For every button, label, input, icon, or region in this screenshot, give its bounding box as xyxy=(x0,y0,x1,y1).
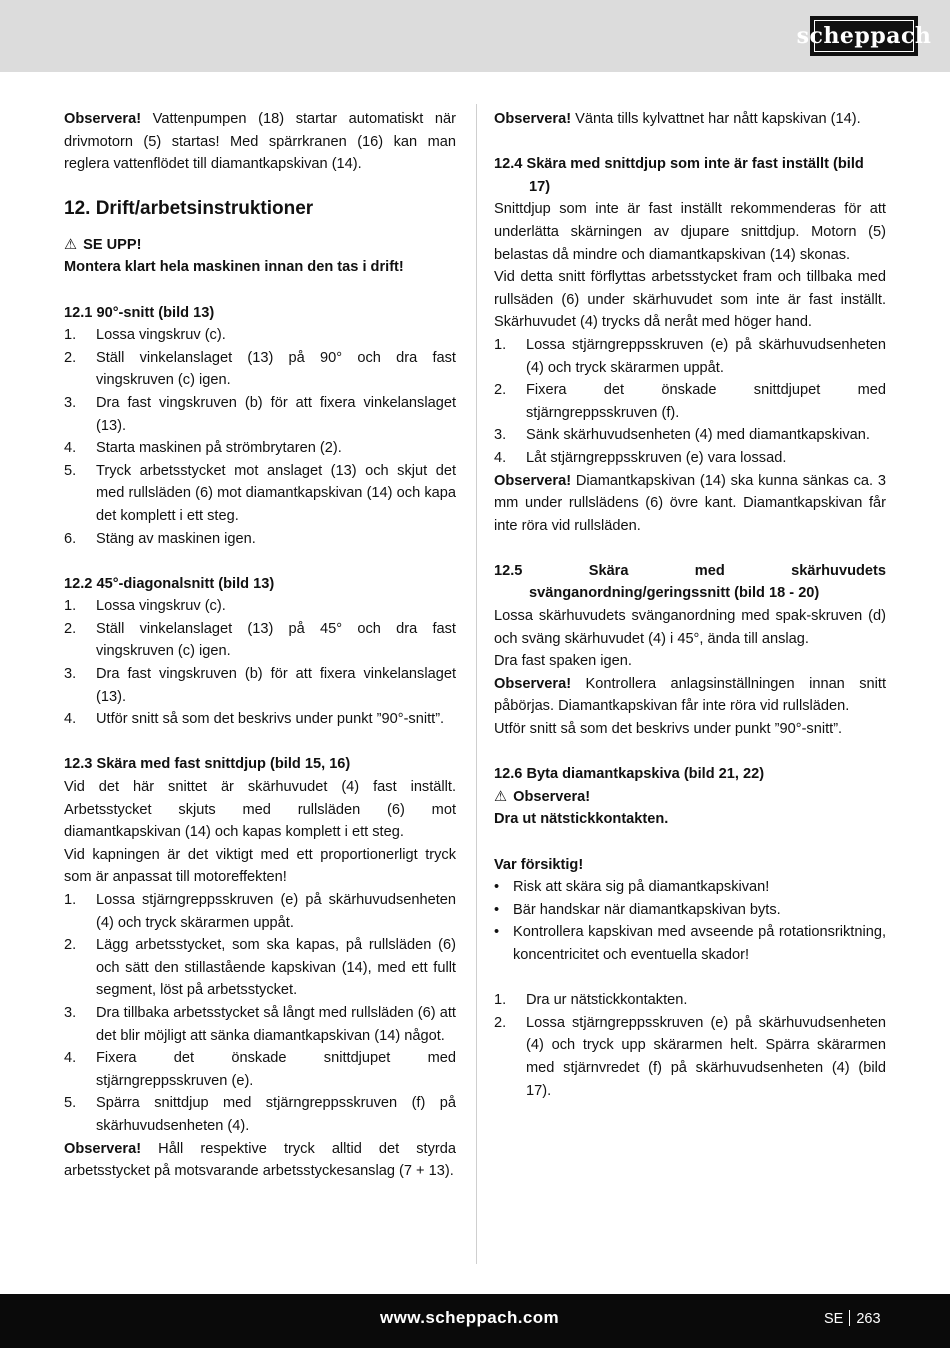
left-column xyxy=(64,108,456,1183)
list-item xyxy=(494,334,886,379)
item-text: Lägg arbetsstycket, som ska kapas, på rullsläden (6) och sätt den stillastående kapskivan (14), med ett fullt segment, löst på arbetsstycket. xyxy=(96,937,456,999)
section-heading: 12. Drift/arbetsinstruktioner xyxy=(64,197,314,219)
note-label: Observera! xyxy=(64,1140,142,1157)
item-number: 4. xyxy=(64,711,77,728)
list-item xyxy=(64,392,456,437)
paragraph: Utför snitt så som det beskrivs under punkt ”90°-snitt”. xyxy=(494,721,843,738)
item-text: Dra fast vingskruven (b) för att fixera vinkelanslaget (13). xyxy=(96,394,456,434)
warning-triangle-icon: ⚠ xyxy=(494,788,508,805)
list-item xyxy=(64,347,456,392)
list-item xyxy=(64,889,456,934)
item-number: 2. xyxy=(64,937,77,954)
brand-logo: scheppach xyxy=(810,16,918,56)
item-text: Bär handskar när diamantkapskivan byts. xyxy=(513,901,781,918)
list-item xyxy=(64,1047,456,1092)
subsection-title: 12.2 45°-diagonalsnitt (bild 13) xyxy=(64,575,275,592)
bullet-item xyxy=(494,899,886,922)
list-item xyxy=(64,437,456,460)
item-number: 2. xyxy=(64,349,77,366)
subsection-title: 12.1 90°-snitt (bild 13) xyxy=(64,304,215,321)
footer-bar xyxy=(0,1294,950,1348)
paragraph: Snittdjup som inte är fast inställt rekommenderas för att underlätta skärningen av djupare snittdjup. Motorn (5) belastas då mindre och diamantkapskivan (14) skonas. xyxy=(494,201,886,263)
note-label: Observera! xyxy=(64,111,142,127)
item-number: 1. xyxy=(494,992,507,1009)
warning-title xyxy=(494,786,886,809)
item-number: 2. xyxy=(64,620,77,637)
item-text: Fixera det önskade snittdjupet med stjärngreppsskruven (f). xyxy=(526,382,886,421)
item-number: 3. xyxy=(64,1004,77,1021)
warning-triangle-icon: ⚠ xyxy=(64,236,78,253)
list-item xyxy=(494,379,886,424)
item-number: 1. xyxy=(64,327,77,344)
item-text: Spärra snittdjup med stjärngreppsskruven (f) på skärhuvudsenheten (4). xyxy=(96,1095,456,1134)
item-text: Kontrollera kapskivan med avseende på rotationsriktning, koncentricitet och eventuella skador! xyxy=(513,924,886,963)
list-item xyxy=(64,595,456,618)
list-item xyxy=(64,1092,456,1137)
list-item xyxy=(64,934,456,1002)
item-text: Dra ur nätstickkontakten. xyxy=(526,992,688,1009)
item-number: 2. xyxy=(494,382,507,399)
item-text: Lossa vingskruv (c). xyxy=(96,598,226,615)
item-number: 4. xyxy=(64,440,77,457)
page-indicator xyxy=(824,1310,881,1327)
item-text: Låt stjärngreppsskruven (e) vara lossad. xyxy=(526,449,787,466)
item-text: Utför snitt så som det beskrivs under punkt ”90°-snitt”. xyxy=(96,711,445,728)
item-number: 1. xyxy=(64,892,77,908)
bullet-marker: • xyxy=(494,924,500,941)
subsection-title: 12.6 Byta diamantkapskiva (bild 21, 22) xyxy=(494,766,765,783)
item-number: 1. xyxy=(494,336,507,353)
caution-title: Var försiktig! xyxy=(494,856,584,873)
footer-url[interactable]: www.scheppach.com xyxy=(380,1308,560,1327)
item-number: 5. xyxy=(64,1095,77,1112)
page-number: 263 xyxy=(856,1311,881,1327)
warning-text: Dra ut nätstickkontakten. xyxy=(494,811,669,828)
note-label: Observera! xyxy=(494,111,572,127)
intro-note xyxy=(494,108,886,131)
warning-title-text: SE UPP! xyxy=(83,236,142,253)
warning-title-text: Observera! xyxy=(513,788,591,805)
warning-text: Montera klart hela maskinen innan den tas i drift! xyxy=(64,259,404,276)
paragraph: Lossa skärhuvudets svänganordning med spak-skruven (d) och sväng skärhuvudet (4) i 45°, ända till anslag. xyxy=(494,608,886,647)
paragraph: Vid kapningen är det viktigt med ett proportionerligt tryck som är anpassat till motoreffekten! xyxy=(64,846,456,886)
note-text: Diamantkapskivan (14) ska kunna sänkas ca. 3 mm under rullslädens (6) övre kant. Diamantkapskivan får inte röra vid rullsläden. xyxy=(494,472,886,534)
item-number: 6. xyxy=(64,530,77,547)
list-item xyxy=(64,528,456,551)
list-item xyxy=(494,1012,886,1102)
subsection-title: 12.4 Skära med snittdjup som inte är fast inställt (bild 17) xyxy=(494,156,864,195)
list-item xyxy=(64,460,456,528)
numbered-list xyxy=(494,989,886,1102)
intro-note xyxy=(64,108,456,176)
note-text: Kontrollera anlagsinställningen innan snitt påbörjas. Diamantkapskivan får inte röra vid rullsläden. xyxy=(494,675,886,715)
item-number: 5. xyxy=(64,462,77,479)
note-label: Observera! xyxy=(494,675,572,692)
item-text: Ställ vinkelanslaget (13) på 45° och dra fast vingskruven (c) igen. xyxy=(96,620,456,660)
note xyxy=(494,673,886,718)
numbered-list xyxy=(64,324,456,550)
bullet-marker: • xyxy=(494,901,500,918)
numbered-list xyxy=(64,889,456,1138)
item-text: Lossa vingskruv (c). xyxy=(96,327,226,344)
paragraph: Vid detta snitt förflyttas arbetsstycket fram och tillbaka med rullsäden (6) under skärhuvudet som inte är fast inställt. Skärhuvudet (4) trycks då neråt med höger hand. xyxy=(494,269,886,331)
warning-title xyxy=(64,234,456,257)
item-text: Stäng av maskinen igen. xyxy=(96,530,256,547)
list-item xyxy=(64,1002,456,1047)
paragraph: Vid det här snittet är skärhuvudet (4) fast inställt. Arbetsstycket skjuts med rullsläden (6) mot diamantkapskivan (14) och kapas komplett i ett steg. xyxy=(64,779,456,841)
column-divider xyxy=(476,104,477,1264)
note-text: Vattenpumpen (18) startar automatiskt när drivmotorn (5) startas! Med spärrkranen (16) kan man reglera vattenflödet till diamantkapskivan (14). xyxy=(64,111,456,173)
note-label: Observera! xyxy=(494,472,572,489)
item-number: 3. xyxy=(64,666,77,683)
note xyxy=(494,470,886,538)
item-text: Lossa stjärngreppsskruven (e) på skärhuvudsenheten (4) och tryck skärarmen uppåt. xyxy=(526,336,886,376)
list-item xyxy=(494,989,886,1012)
list-item xyxy=(64,618,456,663)
item-text: Risk att skära sig på diamantkapskivan! xyxy=(513,879,770,896)
header-bar xyxy=(0,0,950,72)
subsection-title: 12.5 Skära med skärhuvudets svänganordning/geringssnitt (bild 18 - 20) xyxy=(494,562,886,602)
bullet-item xyxy=(494,876,886,899)
item-text: Sänk skärhuvudsenheten (4) med diamantkapskivan. xyxy=(526,427,870,444)
item-text: Dra tillbaka arbetsstycket så långt med rullsläden (6) att det blir möjligt att sänka diamantkapskivan (14) något. xyxy=(96,1004,456,1044)
bullet-item xyxy=(494,921,886,966)
list-item xyxy=(494,424,886,447)
list-item xyxy=(64,708,456,731)
subsection-title: 12.3 Skära med fast snittdjup (bild 15, 16) xyxy=(64,756,351,773)
list-item xyxy=(494,447,886,470)
item-text: Fixera det önskade snittdjupet med stjärngreppsskruven (e). xyxy=(96,1050,456,1089)
language-code: SE xyxy=(824,1311,844,1327)
item-text: Lossa stjärngreppsskruven (e) på skärhuvudsenheten (4) och tryck upp skärarmen helt. Spärra skärarmen med stjärnvredet (f) på skärhuvudsenheten (4) (bild 17). xyxy=(526,1014,886,1099)
item-number: 4. xyxy=(494,449,507,466)
bullet-marker: • xyxy=(494,879,500,896)
item-text: Ställ vinkelanslaget (13) på 90° och dra fast vingskruven (c) igen. xyxy=(96,349,456,389)
note-text: Håll respektive tryck alltid det styrda arbetsstycket på motsvarande arbetsstyckesanslag (7 + 13). xyxy=(64,1140,456,1180)
item-text: Tryck arbetsstycket mot anslaget (13) och skjut det med rullsläden (6) mot diamantkapskivan (14) och kapa det komplett i ett steg. xyxy=(96,462,456,524)
bullet-list xyxy=(494,876,886,966)
list-item xyxy=(64,324,456,347)
item-text: Lossa stjärngreppsskruven (e) på skärhuvudsenheten (4) och tryck skärarmen uppåt. xyxy=(96,892,456,931)
item-number: 3. xyxy=(64,394,77,411)
item-number: 2. xyxy=(494,1014,507,1031)
note xyxy=(64,1138,456,1183)
item-number: 4. xyxy=(64,1050,77,1067)
item-text: Starta maskinen på strömbrytaren (2). xyxy=(96,440,342,457)
item-number: 1. xyxy=(64,598,77,615)
right-column xyxy=(494,108,886,1102)
separator xyxy=(849,1310,850,1326)
item-number: 3. xyxy=(494,427,507,444)
paragraph: Dra fast spaken igen. xyxy=(494,653,632,670)
list-item xyxy=(64,663,456,708)
numbered-list xyxy=(64,595,456,731)
note-text: Vänta tills kylvattnet har nått kapskivan (14). xyxy=(571,111,861,127)
item-text: Dra fast vingskruven (b) för att fixera vinkelanslaget (13). xyxy=(96,666,456,705)
numbered-list xyxy=(494,334,886,470)
